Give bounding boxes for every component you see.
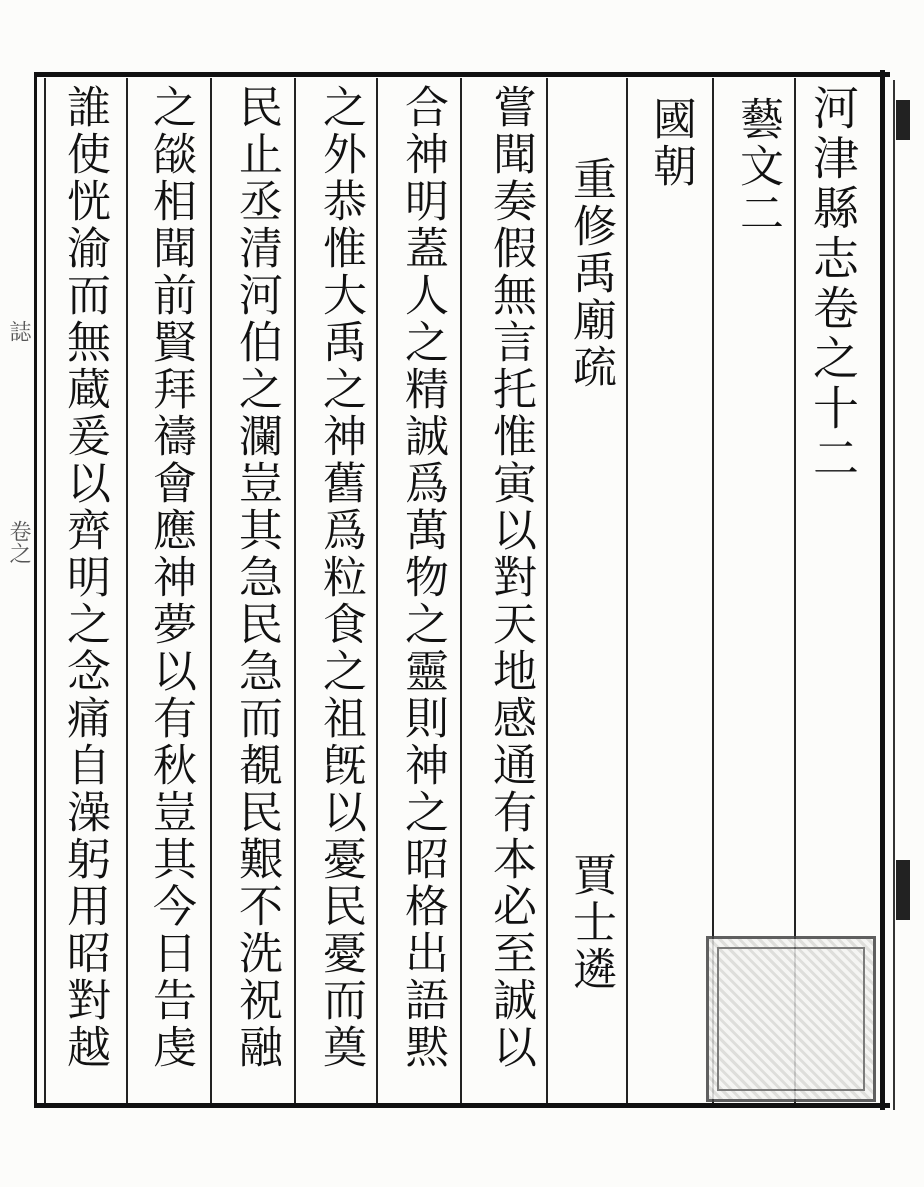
right-border-line [880, 70, 885, 1110]
dynasty-label: 國朝 [645, 96, 696, 190]
edge-bleed-mark [896, 860, 910, 920]
text-column-1: 嘗聞奏假無言托惟寅以對天地感通有本必至誠以 [485, 84, 536, 1071]
text-column-6: 誰使恍渝而無蔵爰以齊明之念痛自澡躬用昭對越 [59, 84, 110, 1071]
essay-heading: 重修禹廟疏 [565, 156, 616, 391]
text-column-2: 合神明蓋人之精誠爲萬物之靈則神之昭格出語黙 [397, 84, 448, 1071]
fold-margin-mark: 誌 [6, 320, 31, 342]
column-divider [44, 78, 46, 1103]
column-divider [376, 78, 378, 1103]
column-divider [294, 78, 296, 1103]
fold-margin-mark: 卷之 [6, 520, 31, 564]
column-divider [460, 78, 462, 1103]
column-divider [210, 78, 212, 1103]
edge-bleed-mark [896, 100, 910, 140]
bottom-border-line [34, 1103, 890, 1108]
column-divider [126, 78, 128, 1103]
section-title: 藝文二 [732, 96, 783, 237]
right-inner-border-line [893, 80, 895, 1110]
library-seal-stamp [706, 936, 876, 1102]
left-border-line [34, 72, 37, 1108]
text-column-3: 之外恭惟大禹之神舊爲粒食之祖旣以憂民憂而奠 [315, 84, 366, 1071]
column-divider [546, 78, 548, 1103]
author-name: 賈士遴 [565, 852, 616, 993]
seal-inner-border [717, 947, 865, 1091]
volume-title: 河津縣志卷之十二 [806, 84, 860, 484]
top-border-line [34, 72, 890, 77]
text-column-4: 民止丞清河伯之瀾豈其急民急而覩民艱不洗祝融 [231, 84, 282, 1071]
column-divider [626, 78, 628, 1103]
text-column-5: 之燄相聞前賢拜禱會應神夢以有秋豈其今日告虔 [145, 84, 196, 1071]
